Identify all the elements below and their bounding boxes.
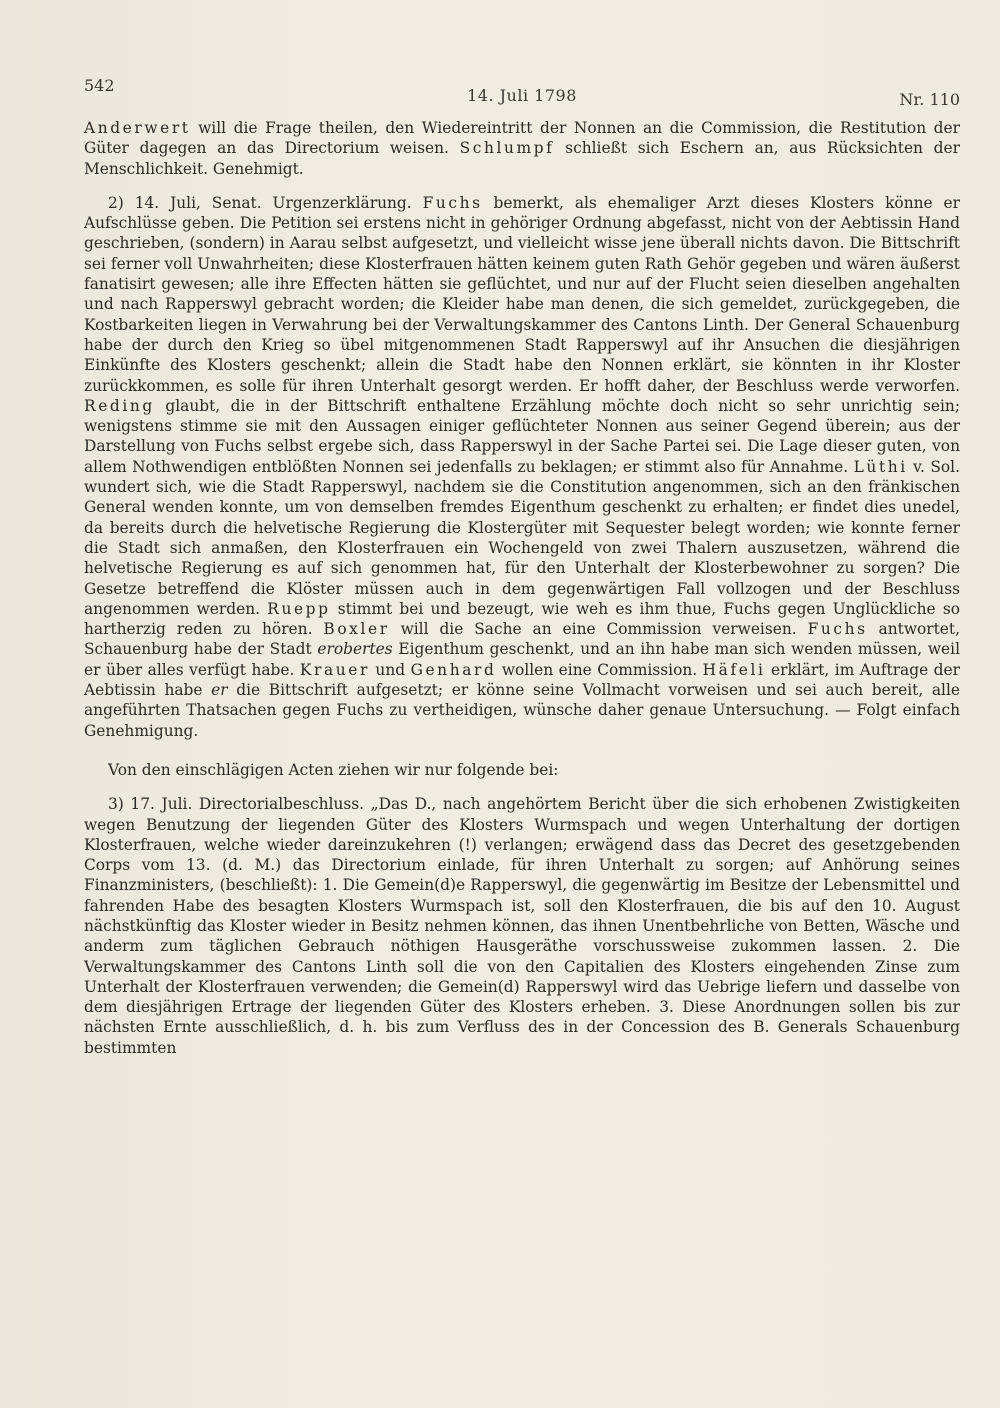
speaker-name: Lüthi xyxy=(853,457,908,476)
speaker-name: Fuchs xyxy=(807,620,868,639)
paragraph-text: stimmt bei und bezeugt, wie weh es ihm thue, Fuchs gegen Unglückliche so hartherzig reden zu hören. xyxy=(84,599,961,639)
document-number: Nr. 110 xyxy=(899,90,960,109)
paragraph-text: 2) 14. Juli, Senat. Urgenzerklärung. xyxy=(108,193,423,212)
speaker-name: Schlumpf xyxy=(459,139,555,158)
paragraph-directorial-decree: 3) 17. Juli. Directorialbeschluss. „Das D., nach angehörtem Bericht über die sich erhobenen Zwistigkeiten wegen Benutzung der liegenden Güter des Klosters Wurmspach und wegen Unterhaltung der dortigen Klosterfrauen, welche wieder dareinzukehren (!) verlangen; erwägend dass das Decret des gesetzgebenden Corps vom 13. (d. M.) das Directorium einlade, für ihren Unterhalt zu sorgen; auf Anhörung seines Finanzministers, (beschließt): 1. Die Gemein(d)e Rapperswyl, die gegenwärtig im Besitze der Lebensmittel und fahrenden Habe des besagten Klosters Wurmspach ist, soll den Klosterfrauen, die bis auf den 10. August nächstkünftig das Kloster wieder in Besitz nehmen können, das ihnen Unentbehrliche von Betten, Wäsche und anderm zum täglichen Gebrauch nöthigen Hausgeräthe vorschussweise zukommen lassen. 2. Die Verwaltungskammer des Cantons Linth soll die von den Capitalien des Klosters eingehenden Zinse zum Unterhalt der Klosterfrauen verwenden; die Gemein(d) Rapperswyl wird das Uebrige liefern und dasselbe von dem diesjährigen Ertrage der liegenden Güter des Klosters erheben. 3. Diese Anordnungen sollen bis zur nächsten Ernte ausschließlich, d. h. bis zum Verfluss des in der Concession des B. Generals Schauenburg bestimmten xyxy=(84,795,960,1057)
paragraph-text: Eigenthum geschenkt, und an ihn habe man sich wenden müssen, weil er über alles verfügt habe. xyxy=(84,640,960,679)
paragraph-text: will die Sache an eine Commission verweisen. xyxy=(389,620,808,639)
body-text xyxy=(84,118,960,1058)
paragraph-gap xyxy=(84,741,960,760)
header-date: 14. Juli 1798 xyxy=(467,86,577,105)
speaker-name: Genhard xyxy=(410,660,497,679)
paragraph-text: schließt sich Eschern an, aus Rücksichten der Menschlichkeit. Genehmigt. xyxy=(84,139,960,178)
paragraph-text: glaubt, die in der Bittschrift enthaltene Erzählung möchte doch nicht so sehr unrichtig sein; wenigstens stimme sie mit den Aussagen einiger geflüchteter Nonnen aus seiner Gegend überein; aus der Darstellung von Fuchs selbst ergebe sich, dass Rapperswyl in der Sache Partei sei. Die Lage dieser guten, von allem Nothwendigen entblößten Nonnen sei jedenfalls zu beklagen; er stimmt also für Annahme. xyxy=(84,396,960,476)
paragraph-text: bemerkt, als ehemaliger Arzt dieses Klosters könne er Aufschlüsse geben. Die Petition sei erstens nicht in gehöriger Ordnung abgefasst, nicht von der Aebtissin Hand geschrieben, (sondern) in Aarau selbst aufgesetzt, und vielleicht wisse jene überall nichts davon. Die Bittschrift sei ferner voll Unwahrheiten; diese Klosterfrauen hätten keinem guten Rath Gehör gegeben und wären äußerst fanatisirt gewesen; alle ihre Effecten hätten sie geflüchtet, und nur auf der Flucht seien dieselben angehalten und nach Rapperswyl gebracht worden; die Kleider habe man denen, die sich gemeldet, zurückgegeben, die Kostbarkeiten liegen in Verwahrung bei der Verwaltungskammer des Cantons Linth. Der General Schauenburg habe der durch den Krieg so übel mitgenommenen Stadt Rapperswyl auf ihr Ansuchen die diesjährigen Einkünfte des Klosters geschenkt; allein die Stadt habe den Nonnen erklärt, sie könnten in ihr Kloster zurückkommen, es solle für ihren Unterhalt gesorgt werden. Er hofft daher, der Beschluss werde verworfen. xyxy=(84,193,960,395)
paragraph-text: wollen eine Commission. xyxy=(496,660,703,679)
italic-emphasis: erobertes xyxy=(317,640,393,659)
speaker-name: Häfeli xyxy=(702,660,766,679)
italic-emphasis: er xyxy=(211,681,228,700)
paragraph-text: v. Sol. wundert sich, wie die Stadt Rapperswyl, nachdem sie die Constitution angenommen, sich an den fränkischen General wenden konnte, um von demselben fremdes Eigenthum geschenkt zu erhalten; er findet dies unedel, da bereits durch die helvetische Regierung die Klostergüter mit Sequester belegt worden; wie konnte ferner die Stadt sich anmaßen, den Klosterfrauen ein Wochengeld von zwei Thalern auszusetzen, während die helvetische Regierung es auf sich genommen hat, für den Unterhalt der Klosterbewohner zu sorgen? Die Gesetze betreffend die Klöster müssen auch in dem gegenwärtigen Fall vollzogen und der Beschluss angenommen werden. xyxy=(84,457,960,618)
speaker-name: Fuchs xyxy=(422,193,483,212)
running-header xyxy=(84,74,960,109)
paragraph-text: die Bittschrift aufgesetzt; er könne seine Vollmacht vorweisen und sei auch bereit, alle angeführten Thatsachen gegen Fuchs zu vertheidigen, wünsche daher genaue Untersuchung. — Folgt einfach Genehmigung. xyxy=(84,681,960,740)
paragraph-text: erklärt, im Auftrage der Aebtissin habe xyxy=(84,660,960,700)
paragraph-text: will die Frage theilen, den Wiedereintritt der Nonnen an die Commission, die Restitution der Güter dagegen an das Directorium weisen. xyxy=(84,119,960,158)
paragraph-gap xyxy=(84,780,960,794)
paragraph-senate-debate xyxy=(84,193,960,741)
paragraph-anderwert xyxy=(84,118,960,179)
paragraph-gap xyxy=(84,179,960,193)
speaker-name: Krauer xyxy=(299,660,370,679)
paragraph-text: und xyxy=(369,660,411,679)
speaker-name: Boxler xyxy=(323,620,390,639)
speaker-name: Reding xyxy=(84,396,155,415)
paragraph-text: antwortet, Schauenburg habe der Stadt xyxy=(84,620,960,659)
paragraph-acts-intro: Von den einschlägigen Acten ziehen wir nur folgende bei: xyxy=(108,760,559,779)
speaker-name: Anderwert xyxy=(84,119,191,137)
page-number: 542 xyxy=(84,76,115,95)
speaker-name: Ruepp xyxy=(267,599,331,618)
